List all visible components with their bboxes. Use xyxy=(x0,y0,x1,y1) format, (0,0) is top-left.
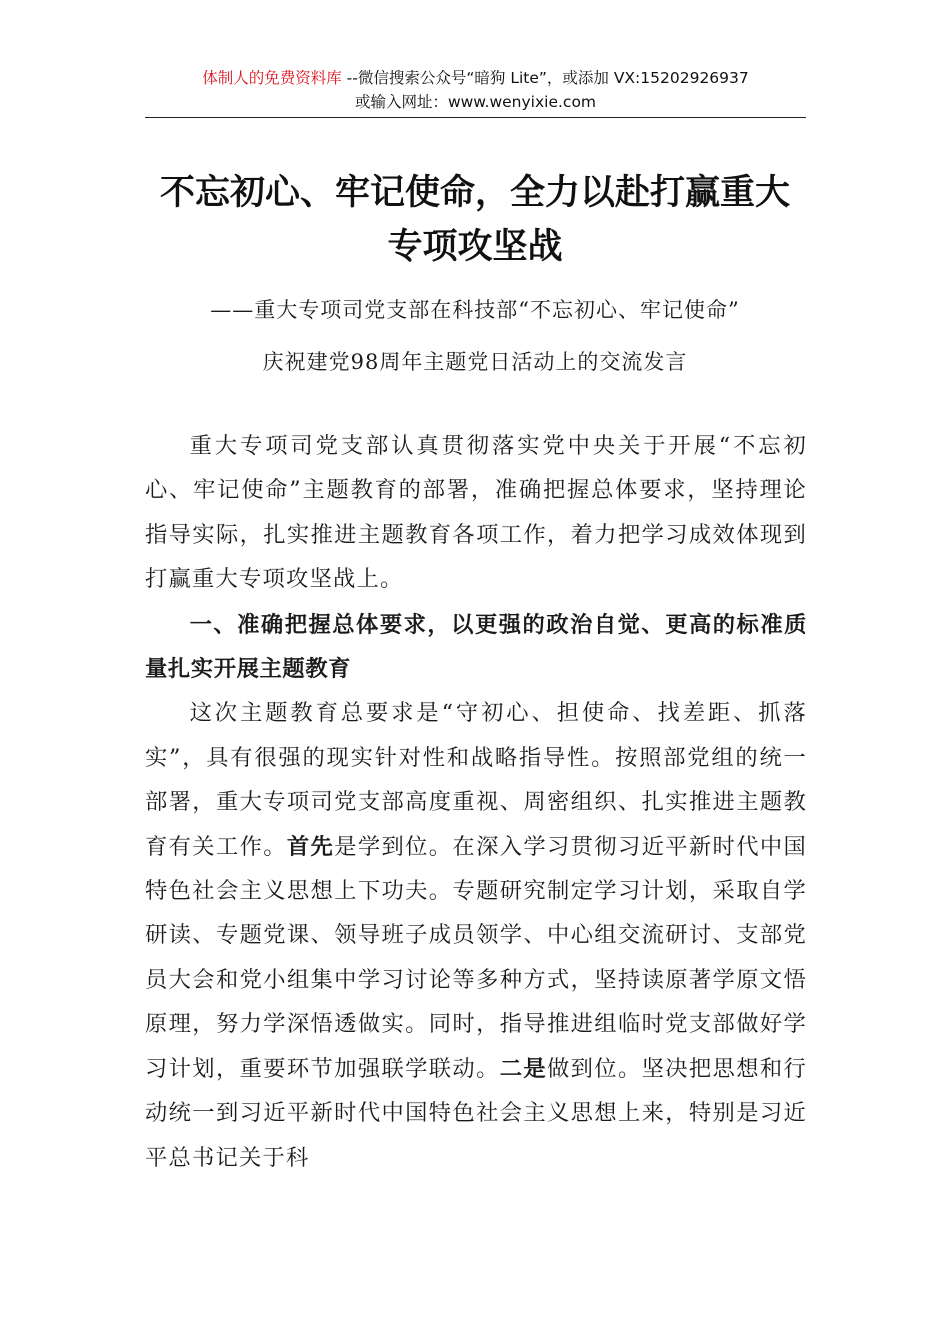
para2-emphasis-2: 二是 xyxy=(499,1055,548,1082)
subtitle-line-1: ——重大专项司党支部在科技部“不忘初心、牢记使命” xyxy=(210,298,740,322)
header-brand: 体制人的免费资料库 xyxy=(202,69,342,87)
para2-emphasis-1: 首先 xyxy=(286,833,335,860)
page-header xyxy=(145,66,806,114)
document-title xyxy=(140,166,810,274)
para2-text-b: 是学到位。在深入学习贯彻习近平新时代中国特色社会主义思想上下功夫。专题研究制定学习计划，采取自学研读、专题党课、领导班子成员领学、中心组交流研讨、支部党员大会和党小组集中学习讨论等多种方式，坚持读原著学原文悟原理，努力学深悟透做实。同时，指导推进组临时党支部做好学习计划，重要环节加强联学联动。 xyxy=(145,833,807,1082)
para2-text-a: 这次主题教育总要求是“守初心、担使命、找差距、抓落实”，具有很强的现实针对性和战略指导性。按照部党组的统一部署，重大专项司党支部高度重视、周密组织、扎实推进主题教育有关工作。 xyxy=(145,700,807,860)
header-promo: --微信搜索公众号“暗狗 Lite”，或添加 VX:15202926937 xyxy=(341,69,749,87)
header-line-1 xyxy=(145,66,806,90)
header-url: 或输入网址：www.wenyixie.com xyxy=(354,93,597,111)
document-subtitle xyxy=(140,284,810,388)
body-paragraph-2 xyxy=(145,691,807,1179)
para2-text-c: 做到位。坚决把思想和行动统一到习近平新时代中国特色社会主义思想上来，特别是习近平总书记关于科 xyxy=(145,1055,807,1171)
header-divider xyxy=(145,117,806,118)
subtitle-line-2: 庆祝建党98周年主题党日活动上的交流发言 xyxy=(262,350,688,374)
document-body xyxy=(145,424,807,1180)
title-line-2: 专项攻坚战 xyxy=(387,226,563,267)
intro-paragraph: 重大专项司党支部认真贯彻落实党中央关于开展“不忘初心、牢记使命”主题教育的部署，准确把握总体要求，坚持理论指导实际，扎实推进主题教育各项工作，着力把学习成效体现到打赢重大专项攻坚战上。 xyxy=(145,433,807,593)
title-line-1: 不忘初心、牢记使命，全力以赴打赢重大 xyxy=(159,172,790,213)
section-heading-1: 一、准确把握总体要求，以更强的政治自觉、更高的标准质量扎实开展主题教育 xyxy=(145,611,807,683)
